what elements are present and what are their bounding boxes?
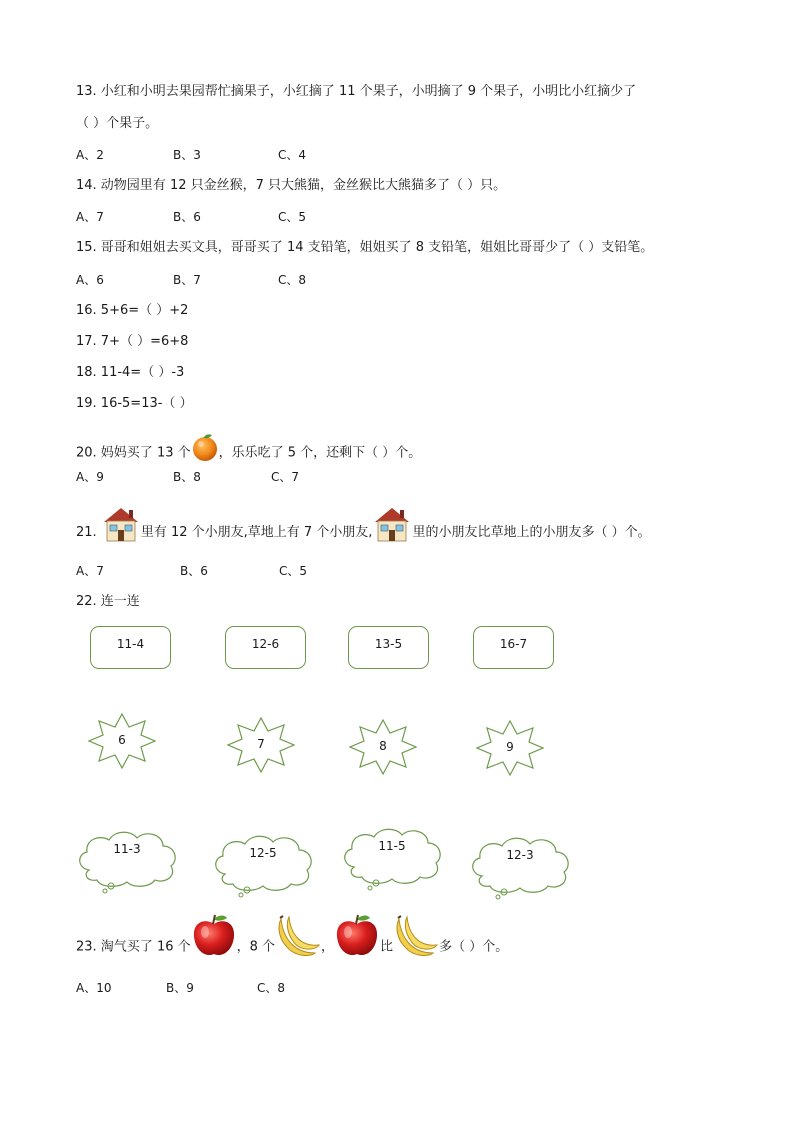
match-cloud-1[interactable]: [75, 826, 179, 896]
match-cloud-3-label: 11-5: [378, 839, 406, 853]
match-star-1[interactable]: [88, 713, 156, 769]
q16-text: 16. 5+6=（ ）+2: [76, 303, 189, 318]
banana-icon: [275, 913, 321, 981]
apple-icon: [334, 912, 380, 982]
q19-text: 19. 16-5=13-（ ）: [76, 396, 193, 411]
match-star-2[interactable]: [227, 717, 295, 773]
match-star-3-label: 8: [379, 739, 387, 753]
q14-text: 14. 动物园里有 12 只金丝猴，7 只大熊猫，金丝猴比大熊猫多了（ ）只。: [76, 178, 507, 193]
q23-option-a: A、10: [76, 981, 112, 995]
q20-text: [76, 432, 421, 462]
match-star-1-label: 6: [118, 733, 126, 747]
q23-part1: 23. 淘气买了 16 个: [76, 939, 191, 955]
q14-option-a: A、7: [76, 210, 104, 224]
match-star-4-label: 9: [506, 740, 514, 754]
q21-text: [76, 504, 651, 544]
q23-option-c: C、8: [257, 981, 286, 995]
q23-part4: 比: [380, 939, 394, 955]
match-cloud-2-label: 12-5: [249, 846, 277, 860]
q18-text: 18. 11-4=（ ）-3: [76, 365, 185, 380]
match-box-3[interactable]: 13-5: [348, 626, 429, 669]
match-star-4[interactable]: [476, 720, 544, 776]
match-cloud-4-label: 12-3: [506, 848, 534, 862]
q13-option-a: A、2: [76, 148, 104, 162]
house-icon: [101, 504, 141, 561]
match-cloud-2[interactable]: [211, 830, 315, 900]
match-star-3[interactable]: [349, 719, 417, 775]
q20-option-c: C、7: [271, 470, 300, 484]
match-box-1[interactable]: 11-4: [90, 626, 171, 669]
q15-option-a: A、6: [76, 273, 104, 287]
orange-icon: [191, 432, 219, 474]
q20-part1: 20. 妈妈买了 13 个: [76, 445, 191, 461]
match-cloud-3[interactable]: [340, 823, 444, 893]
match-star-2-label: 7: [257, 737, 265, 751]
q13-line1: 13. 小红和小明去果园帮忙摘果子，小红摘了 11 个果子，小明摘了 9 个果子，小明比小红摘少了: [76, 84, 637, 99]
q21-part2: 里的小朋友比草地上的小朋友多（ ）个。: [412, 525, 651, 540]
q15-text: 15. 哥哥和姐姐去买文具，哥哥买了 14 支铅笔，姐姐买了 8 支铅笔，姐姐比哥哥少了（ ）支铅笔。: [76, 240, 654, 255]
q15-option-b: B、7: [173, 273, 201, 287]
q13-option-b: B、3: [173, 148, 201, 162]
apple-icon: [191, 912, 237, 982]
q23-option-b: B、9: [166, 981, 194, 995]
q20-option-b: B、8: [173, 470, 201, 484]
q23-text: [76, 912, 508, 962]
match-cloud-4[interactable]: [468, 832, 572, 902]
q20-option-a: A、9: [76, 470, 104, 484]
banana-icon: [393, 913, 439, 981]
q13-option-c: C、4: [278, 148, 307, 162]
q21-option-b: B、6: [180, 564, 208, 578]
q14-option-c: C、5: [278, 210, 307, 224]
q21-num: 21.: [76, 525, 97, 540]
q23-part3: ，: [321, 939, 335, 955]
q22-title: 22. 连一连: [76, 594, 140, 609]
q21-option-c: C、5: [279, 564, 308, 578]
q23-part2: ，8 个: [236, 939, 276, 955]
q20-part2: ，乐乐吃了 5 个，还剩下（ ）个。: [218, 445, 422, 461]
q21-part1: 里有 12 个小朋友,草地上有 7 个小朋友,: [140, 525, 373, 540]
match-box-2[interactable]: 12-6: [225, 626, 306, 669]
q14-option-b: B、6: [173, 210, 201, 224]
q23-part5: 多（ ）个。: [439, 939, 509, 955]
q21-option-a: A、7: [76, 564, 104, 578]
house-icon: [372, 504, 412, 561]
match-cloud-1-label: 11-3: [113, 842, 141, 856]
q17-text: 17. 7+（ ）=6+8: [76, 334, 189, 349]
q15-option-c: C、8: [278, 273, 307, 287]
match-box-4[interactable]: 16-7: [473, 626, 554, 669]
q13-line2: （ ）个果子。: [76, 116, 159, 131]
